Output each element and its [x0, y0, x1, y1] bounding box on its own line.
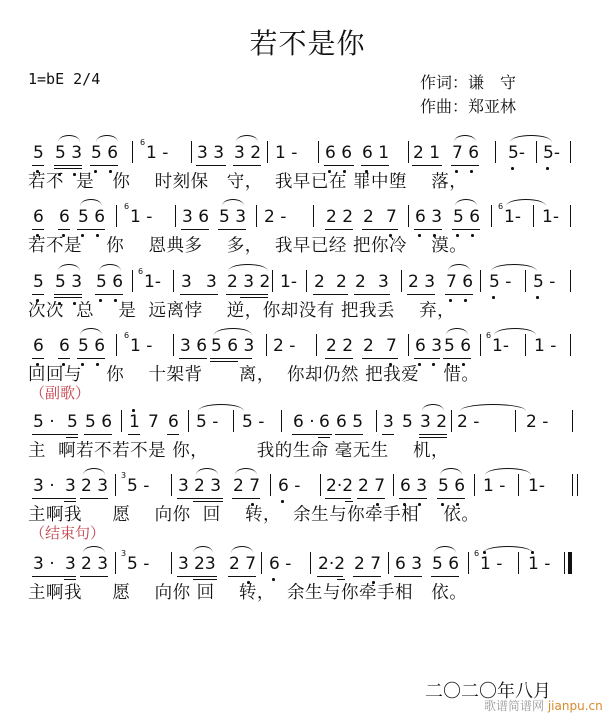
score-line-6: 3 · 3 2 3 3 5 - 3 2 3 2 7 6 - 2·2 2 7 6 3 5 6 1 - 1- 主啊我 愿 向你 回 转， 余生与你牵手相 依。: [28, 468, 588, 528]
song-title: 若不是你: [249, 27, 366, 60]
lyrics-line-7: 主啊我 愿 向你 回 转， 余生与你牵手相 依。: [28, 583, 468, 603]
chorus-label: （副歌）: [30, 384, 91, 402]
watermark-text: 歌谱简谱网: [484, 699, 545, 713]
score-line-2: 6 6 5 6 6 1 - 3 6 5 3 2 - 2 2 2 7 6 3 5 6 6 1- 1- 若不是 你 恩典多 多， 我早已经 把你冷 漠。: [28, 199, 588, 259]
lyrics-line-3: 次次 总 是 远离悖 逆，你却没有 把我丢 弃，: [28, 301, 456, 321]
score-line-1: 5 5 3 5 6 6 1 - 3 3 3 2 1 - 6 6 6 1 2 1 7 6 5- 5- 若不 是 你 时刻保 守， 我早已在 罪中堕 落，: [28, 135, 588, 195]
lyrics-line-5: 主 啊若不若不是 你， 我的生命 毫无生 机，: [28, 441, 450, 461]
key-signature: 1=bE 2/4: [28, 70, 101, 88]
score-line-4: 6 6 5 6 6 1 - 3 6 5 6 3 2 - 2 2 2 7 6 3 5 6 6 1- 1 - 回回与 你 十架背 离， 你却仍然 把我爱 惜。: [28, 328, 588, 388]
score-line-7: 3 · 3 2 3 3 5 - 3 23 2 7 6 - 2·2 2 7 6 3 5 6 6 1 - 1 - 主啊我 愿 向你 回 转， 余生与你牵手相 依。: [28, 546, 588, 606]
composition-date: 二〇二〇年八月: [425, 681, 551, 702]
composer-credit: 作曲：郑亚林: [420, 97, 517, 116]
score-line-3: 5 5 3 5 6 6 1- 3 3 2 3 2 1- 2 2 2 3 2 3 7 6 5 - 5 - 次次 总 是 远离悖 逆，你却没有 把我丢 弃，: [28, 264, 588, 324]
site-watermark: [484, 697, 603, 714]
lyrics-line-6: 主啊我 愿 向你 回 转， 余生与你牵手相 依。: [28, 505, 480, 525]
ending-label: （结束句）: [30, 524, 106, 542]
watermark-brand: jianpu.cn: [547, 699, 603, 713]
lyrics-line-4: 回回与 你 十架背 离， 你却仍然 把我爱 惜。: [28, 365, 480, 385]
score-line-5: 5 · 5 5 6 1 7 6 5 - 5 - 6 · 6 6 5 3 5 3 2 2 - 2 - 主 啊若不若不是 你， 我的生命 毫无生 机，: [28, 404, 588, 464]
lyrics-line-2: 若不是 你 恩典多 多， 我早已经 把你冷 漠。: [28, 236, 468, 256]
lyricist-credit: 作词：谦 守: [420, 73, 517, 92]
lyrics-line-1: 若不 是 你 时刻保 守， 我早已在 罪中堕 落，: [28, 172, 468, 192]
